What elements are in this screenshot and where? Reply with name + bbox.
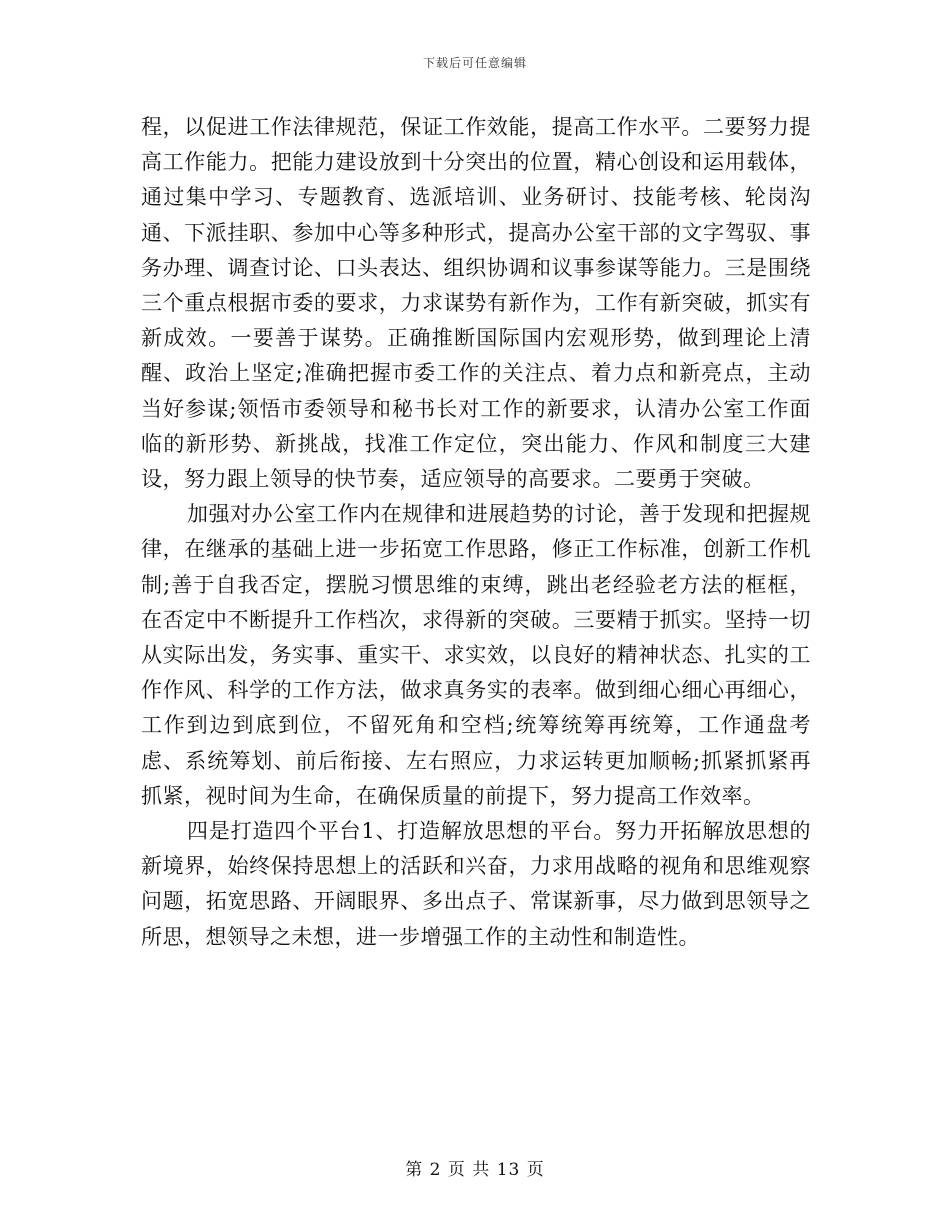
document-body [141, 110, 811, 955]
page-number: 第 2 页 共 13 页 [405, 1160, 545, 1180]
paragraph-2: 加强对办公室工作内在规律和进展趋势的讨论，善于发现和把握规律，在继承的基础上进一步拓宽工作思路，修正工作标准，创新工作机制;善于自我否定，摆脱习惯思维的束缚，跳出老经验老方法的框框，在否定中不断提升工作档次，求得新的突破。三要精于抓实。坚持一切从实际出发，务实事、重实干、求实效，以良好的精神状态、扎实的工作作风、科学的工作方法，做求真务实的表率。做到细心细心再细心，工作到边到底到位，不留死角和空档;统筹统筹再统筹，工作通盘考虑、系统筹划、前后衔接、左右照应，力求运转更加顺畅;抓紧抓紧再抓紧，视时间为生命，在确保质量的前提下，努力提高工作效率。 [141, 502, 811, 808]
header-note: 下载后可任意编辑 [422, 56, 527, 70]
paragraph-3: 四是打造四个平台1、打造解放思想的平台。努力开拓解放思想的新境界，始终保持思想上的活跃和兴奋，力求用战略的视角和思维观察问题，拓宽思路、开阔眼界、多出点子、常谋新事，尽力做到思领导之所思，想领导之未想，进一步增强工作的主动性和制造性。 [141, 819, 811, 949]
paragraph-1: 程，以促进工作法律规范，保证工作效能，提高工作水平。二要努力提高工作能力。把能力建设放到十分突出的位置，精心创设和运用载体，通过集中学习、专题教育、选派培训、业务研讨、技能考核、轮岗沟通、下派挂职、参加中心等多种形式，提高办公室干部的文字驾驭、事务办理、调查讨论、口头表达、组织协调和议事参谋等能力。三是围绕三个重点根据市委的要求，力求谋势有新作为，工作有新突破，抓实有新成效。一要善于谋势。正确推断国际国内宏观形势，做到理论上清醒、政治上坚定;准确把握市委工作的关注点、着力点和新亮点，主动当好参谋;领悟市委领导和秘书长对工作的新要求，认清办公室工作面临的新形势、新挑战，找准工作定位，突出能力、作风和制度三大建设，努力跟上领导的快节奏，适应领导的高要求。二要勇于突破。 [141, 115, 811, 492]
